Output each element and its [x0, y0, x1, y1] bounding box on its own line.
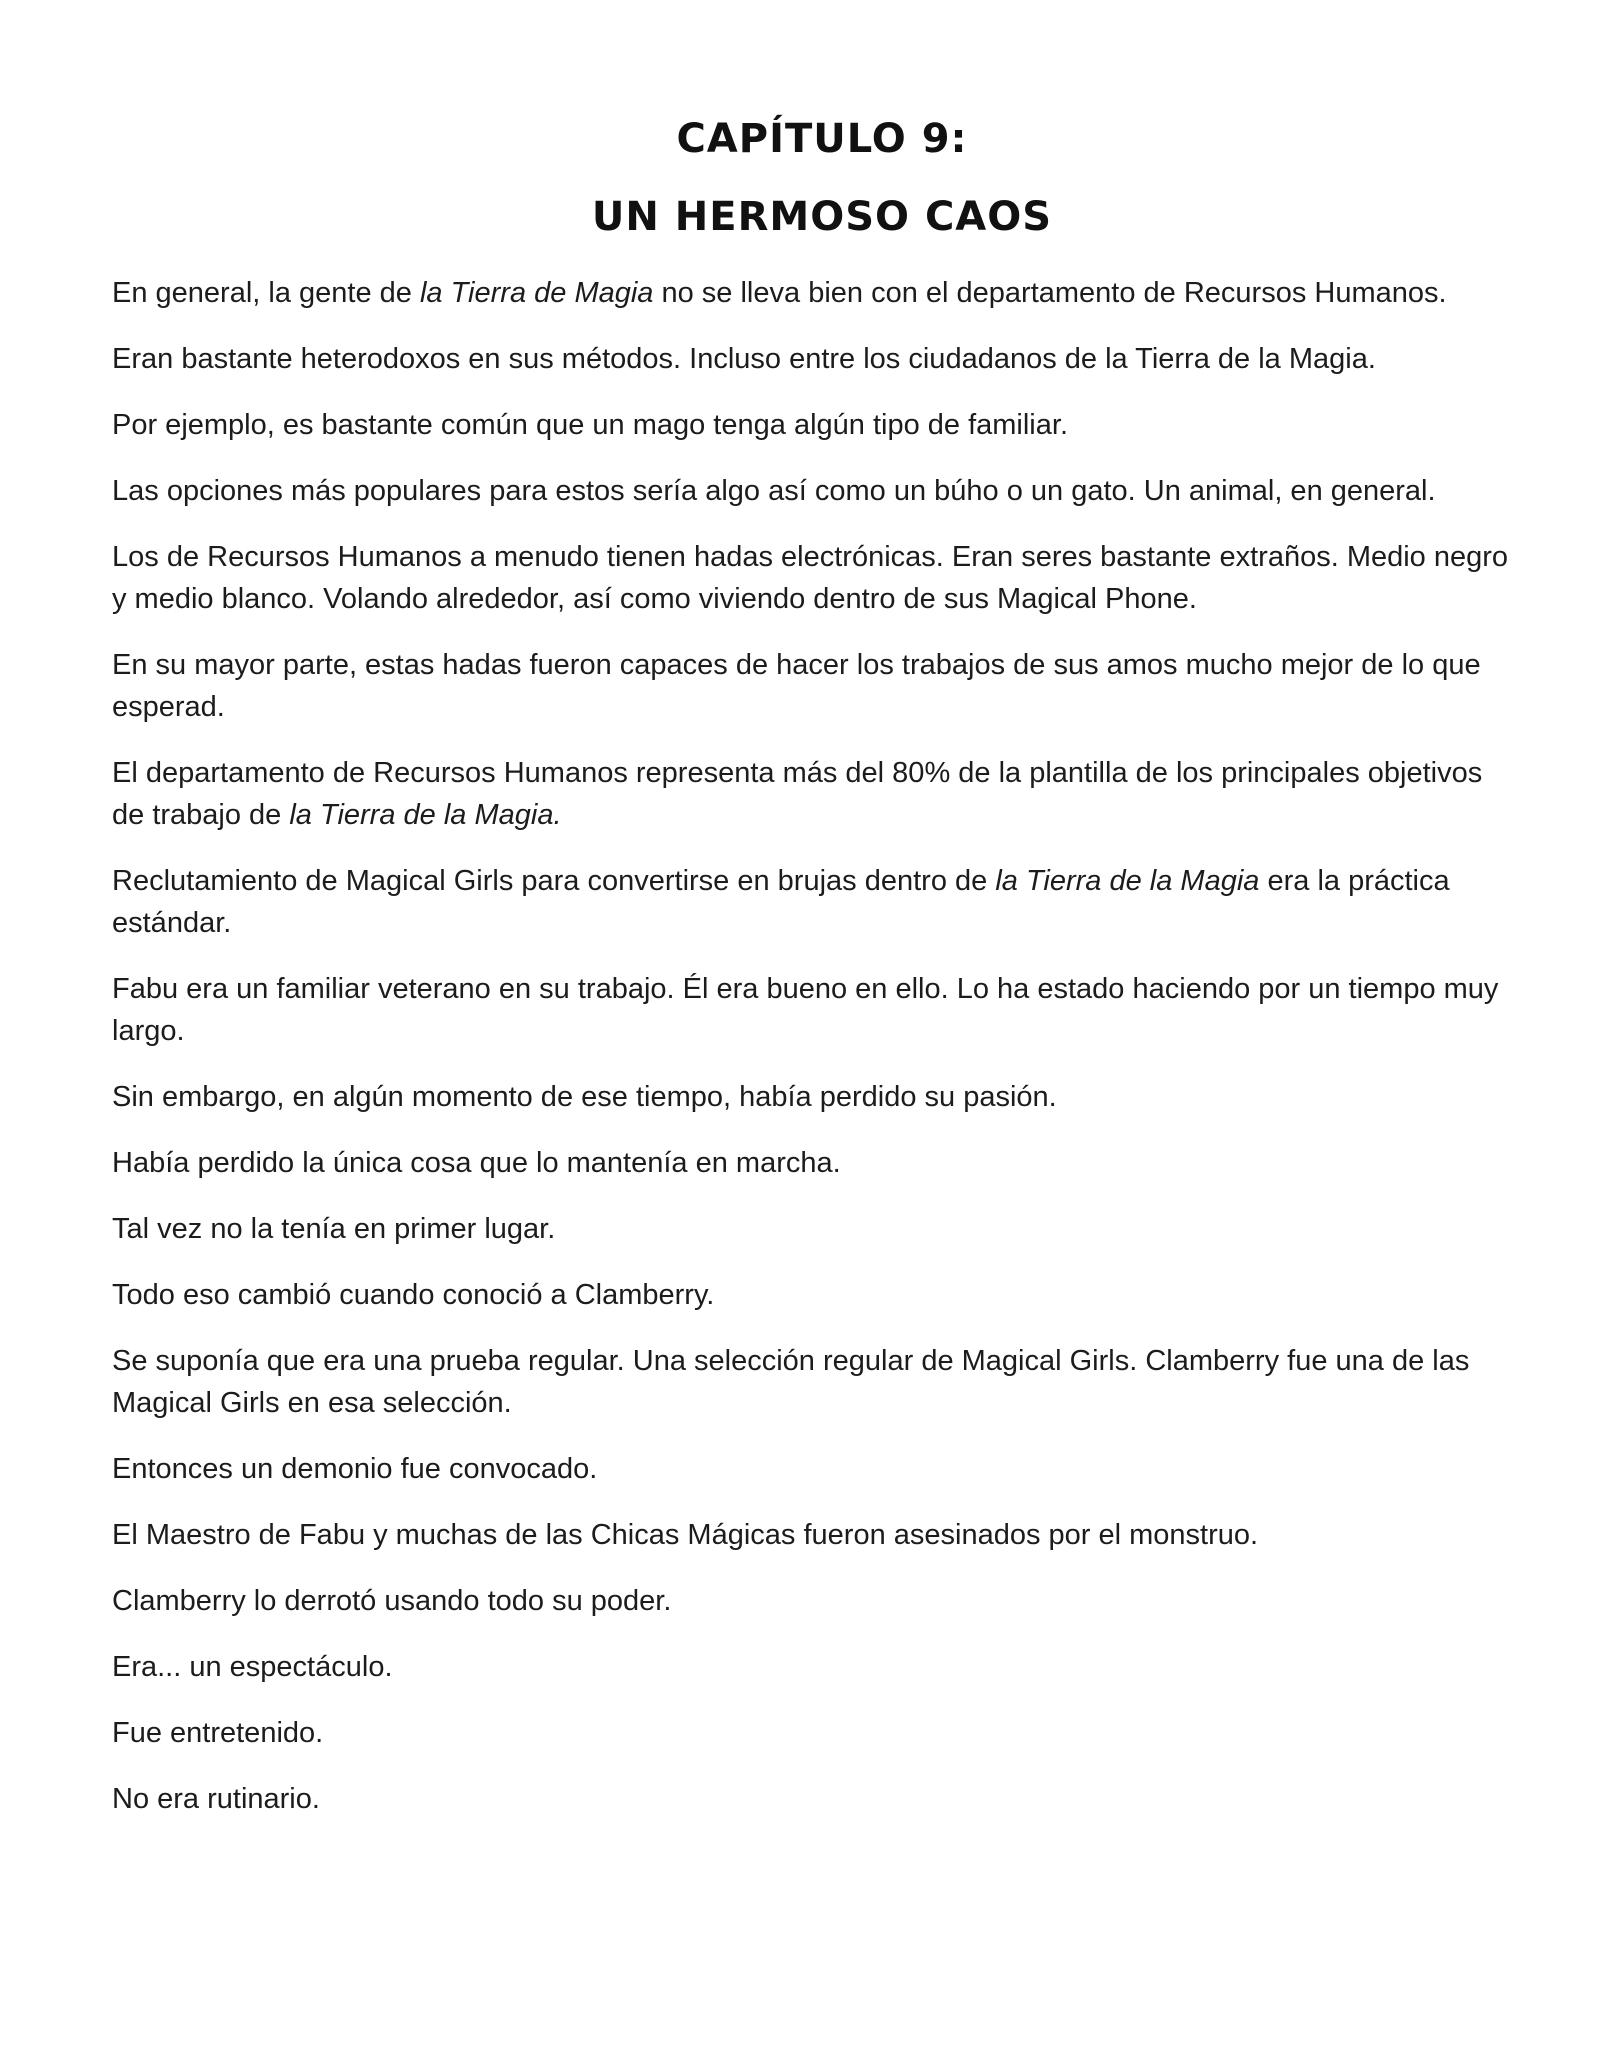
italic-text: la Tierra de la Magia	[995, 865, 1260, 897]
text-segment: Por ejemplo, es bastante común que un mago tenga algún tipo de familiar.	[112, 409, 1068, 441]
paragraph-5	[112, 536, 1512, 620]
text-segment: era la práctica estándar.	[112, 865, 1450, 939]
text-segment: Fue entretenido.	[112, 1717, 324, 1749]
text-segment: Las opciones más populares para estos sería algo así como un búho o un gato. Un animal, en general.	[112, 475, 1436, 507]
paragraph-7	[112, 752, 1512, 836]
text-segment: no se lleva bien con el departamento de Recursos Humanos.	[653, 277, 1447, 309]
text-segment: Había perdido la única cosa que lo mantenía en marcha.	[112, 1147, 841, 1179]
text-segment: En su mayor parte, estas hadas fueron capaces de hacer los trabajos de sus amos mucho mejor de lo que esperad.	[112, 649, 1481, 723]
chapter-body	[112, 272, 1512, 1820]
paragraph-16	[112, 1514, 1512, 1556]
paragraph-9	[112, 968, 1512, 1052]
chapter-title-line1: CAPÍTULO 9:	[676, 116, 968, 162]
chapter-heading	[112, 100, 1512, 256]
paragraph-18	[112, 1646, 1512, 1688]
paragraph-8	[112, 860, 1512, 944]
italic-text: la Tierra de Magia	[419, 277, 654, 309]
paragraph-12	[112, 1208, 1512, 1250]
paragraph-4	[112, 470, 1512, 512]
text-segment: El Maestro de Fabu y muchas de las Chicas Mágicas fueron asesinados por el monstruo.	[112, 1519, 1259, 1551]
text-segment: Tal vez no la tenía en primer lugar.	[112, 1213, 556, 1245]
paragraph-17	[112, 1580, 1512, 1622]
text-segment: Clamberry lo derrotó usando todo su poder.	[112, 1585, 672, 1617]
paragraph-11	[112, 1142, 1512, 1184]
paragraph-20	[112, 1778, 1512, 1820]
paragraph-3	[112, 404, 1512, 446]
text-segment: Reclutamiento de Magical Girls para convertirse en brujas dentro de	[112, 865, 996, 897]
text-segment: El departamento de Recursos Humanos representa más del 80% de la plantilla de los principales objetivos de trabajo de	[112, 757, 1483, 831]
paragraph-14	[112, 1340, 1512, 1424]
text-segment: Entonces un demonio fue convocado.	[112, 1453, 598, 1485]
text-segment: No era rutinario.	[112, 1783, 320, 1815]
document-page	[112, 100, 1512, 1844]
text-segment: Fabu era un familiar veterano en su trabajo. Él era bueno en ello. Lo ha estado haciendo por un tiempo muy largo.	[112, 973, 1499, 1047]
paragraph-13	[112, 1274, 1512, 1316]
text-segment: Se suponía que era una prueba regular. Una selección regular de Magical Girls. Clamberry fue una de las Magical Girls en esa selección.	[112, 1345, 1470, 1419]
paragraph-10	[112, 1076, 1512, 1118]
text-segment: Era... un espectáculo.	[112, 1651, 393, 1683]
chapter-title-line2: UN HERMOSO CAOS	[591, 194, 1053, 240]
text-segment: Eran bastante heterodoxos en sus métodos. Incluso entre los ciudadanos de la Tierra de la Magia.	[112, 343, 1376, 375]
paragraph-1	[112, 272, 1512, 314]
text-segment: Todo eso cambió cuando conoció a Clamberry.	[112, 1279, 715, 1311]
italic-text: la Tierra de la Magia.	[289, 799, 562, 831]
paragraph-19	[112, 1712, 1512, 1754]
text-segment: Los de Recursos Humanos a menudo tienen hadas electrónicas. Eran seres bastante extraños. Medio negro y medio blanco. Volando alrededor, así como viviendo dentro de sus Magical Phone.	[112, 541, 1509, 615]
text-segment: Sin embargo, en algún momento de ese tiempo, había perdido su pasión.	[112, 1081, 1057, 1113]
text-segment: En general, la gente de	[112, 277, 420, 309]
paragraph-2	[112, 338, 1512, 380]
paragraph-15	[112, 1448, 1512, 1490]
paragraph-6	[112, 644, 1512, 728]
